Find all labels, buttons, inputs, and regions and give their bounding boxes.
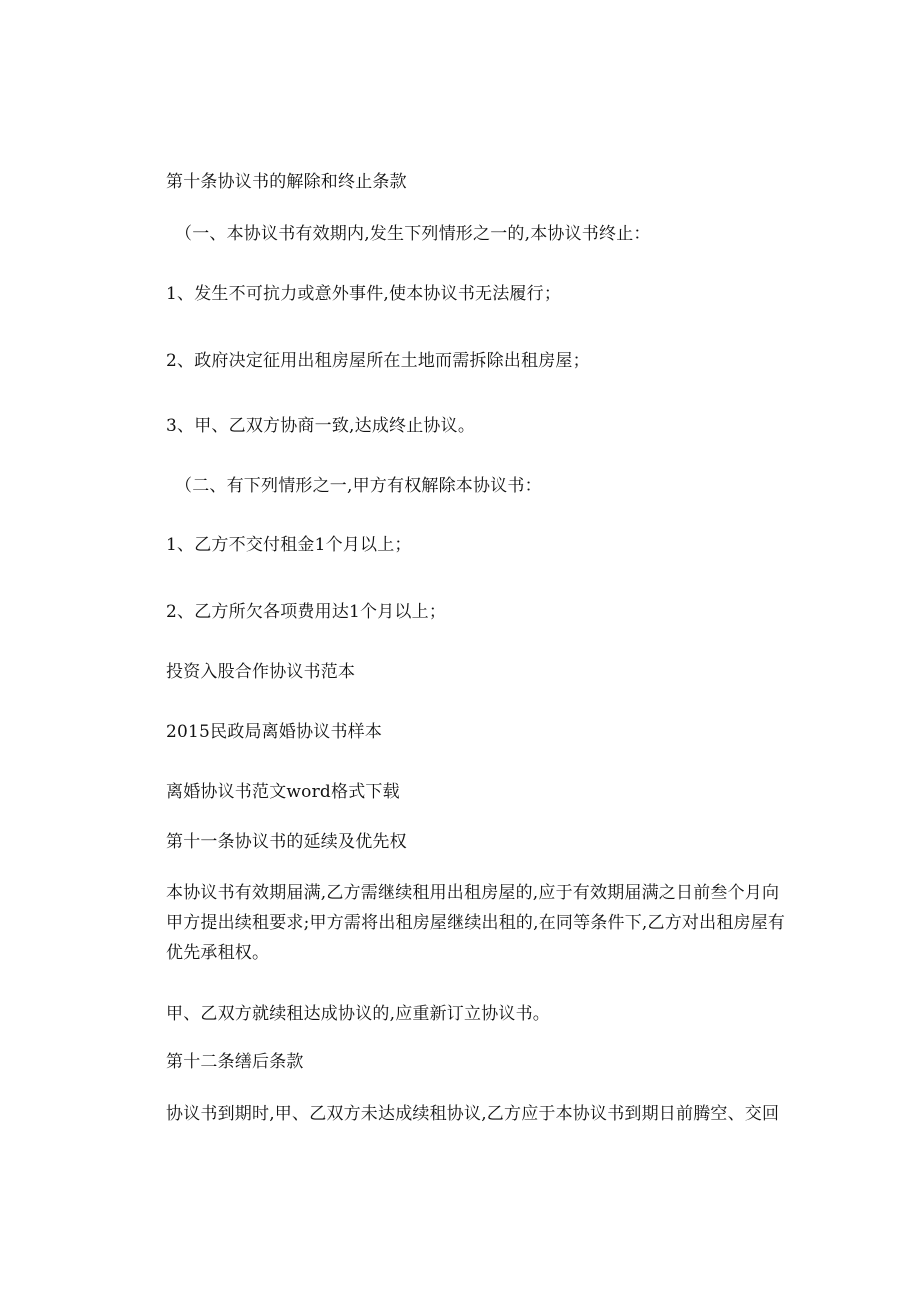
section-10-heading: 第十条协议书的解除和终止条款 (166, 172, 407, 192)
section-12-heading: 第十二条缮后条款 (166, 1052, 304, 1072)
section-11-heading: 第十一条协议书的延续及优先权 (166, 832, 407, 852)
clause-1-item-1: 1、发生不可抗力或意外事件,使本协议书无法履行； (166, 284, 562, 304)
clause-2-item-2: 2、乙方所欠各项费用达1个月以上； (166, 602, 447, 622)
clause-1-item-3: 3、甲、乙双方协商一致,达成终止协议。 (166, 416, 476, 436)
renewal-agreement-line: 甲、乙双方就续租达成协议的,应重新订立协议书。 (166, 1004, 551, 1024)
renewal-paragraph: 本协议书有效期届满,乙方需继续租用出租房屋的,应于有效期届满之日前叁个月向甲方提出续租要求;甲方需将出租房屋继续出租的,在同等条件下,乙方对出租房屋有优先承租权。 (166, 883, 786, 963)
related-link-investment: 投资入股合作协议书范本 (166, 662, 356, 682)
related-link-divorce-word: 离婚协议书范文word格式下载 (166, 782, 400, 802)
clause-2-heading: （二、有下列情形之一,甲方有权解除本协议书： (175, 476, 542, 496)
related-link-divorce-sample: 2015民政局离婚协议书样本 (166, 722, 383, 742)
expiry-clause-line: 协议书到期时,甲、乙双方未达成续租协议,乙方应于本协议书到期日前腾空、交回 (166, 1104, 780, 1124)
clause-1-heading: （一、本协议书有效期内,发生下列情形之一的,本协议书终止： (175, 224, 651, 244)
clause-1-item-2: 2、政府决定征用出租房屋所在土地而需拆除出租房屋； (166, 351, 590, 371)
clause-2-item-1: 1、乙方不交付租金1个月以上； (166, 535, 412, 555)
